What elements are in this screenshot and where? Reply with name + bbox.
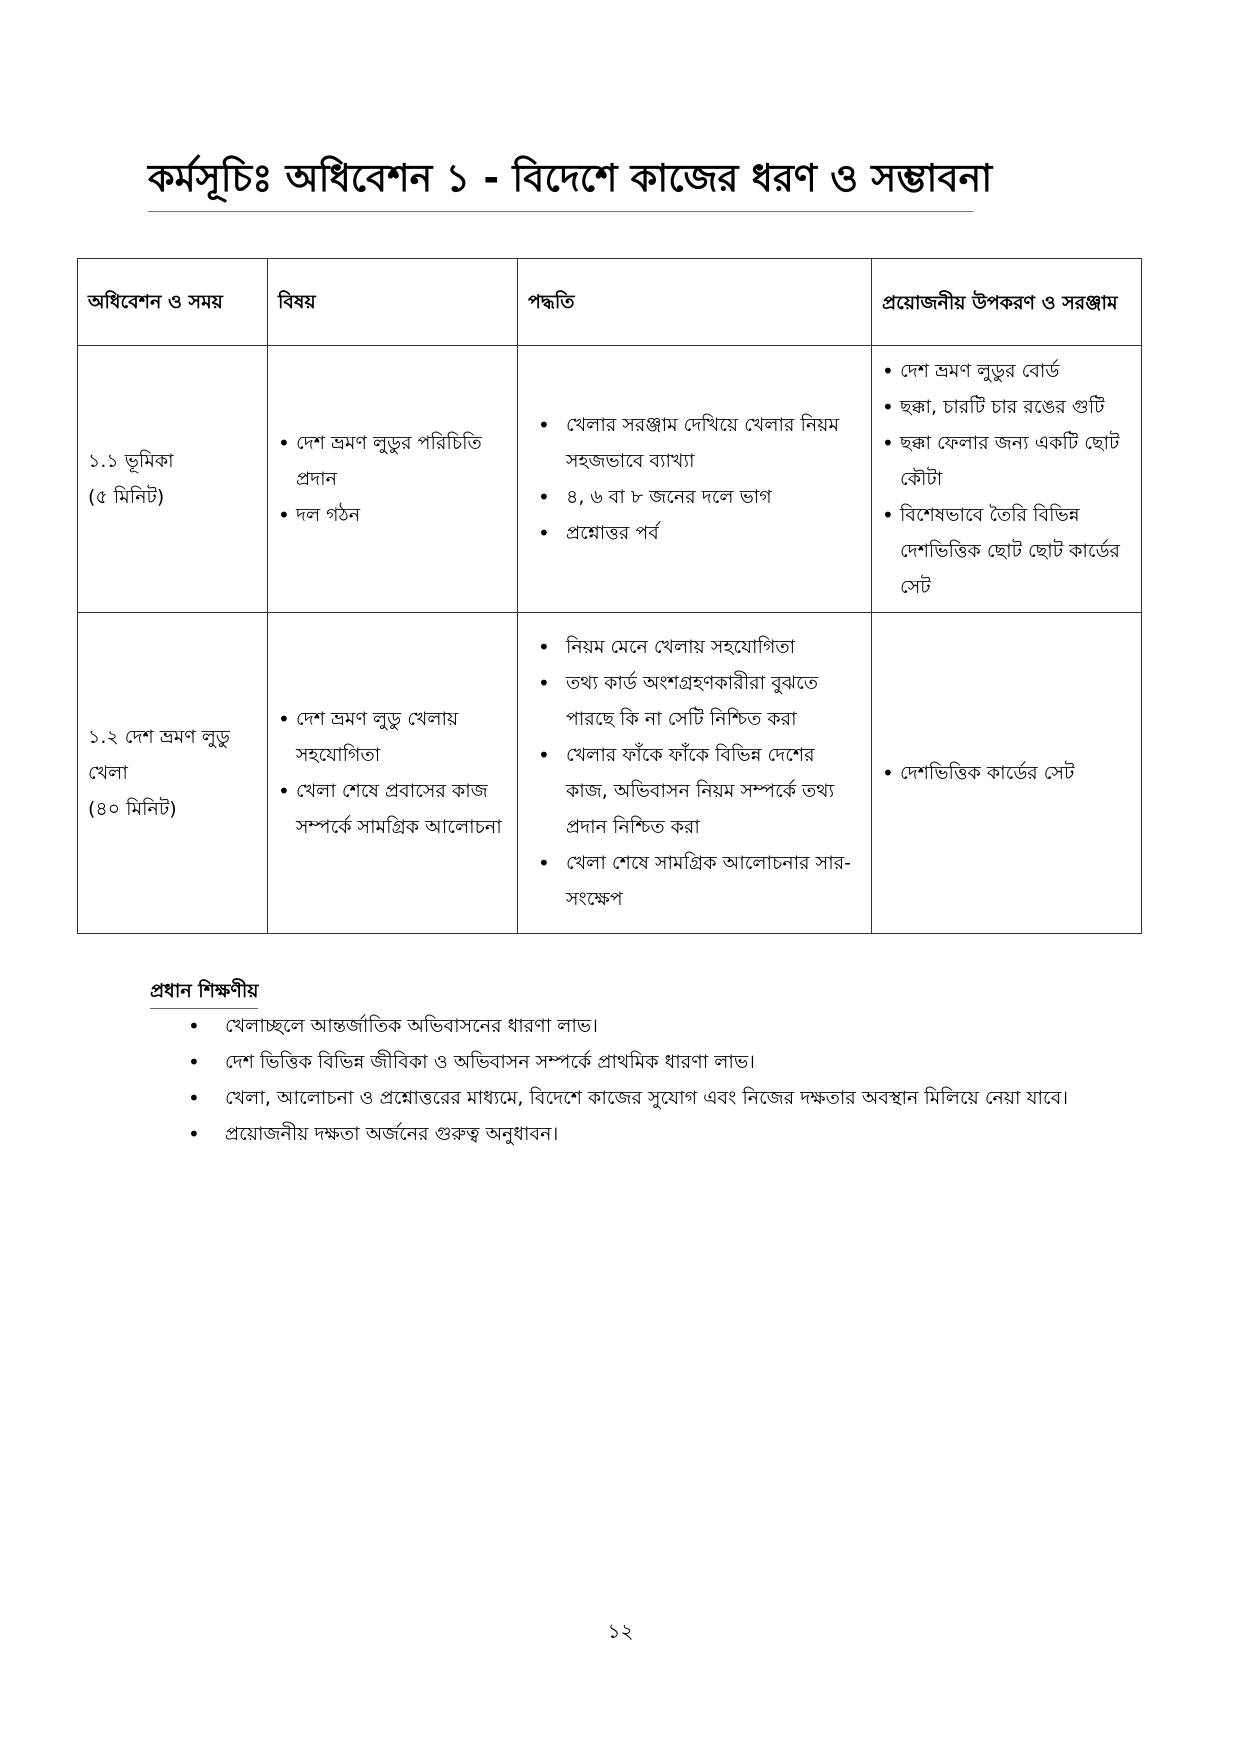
- learning-list: [150, 1008, 1095, 1152]
- list-item: • ৪, ৬ বা ৮ জনের দলে ভাগ: [528, 479, 861, 515]
- header-materials: প্রয়োজনীয় উপকরণ ও সরঞ্জাম: [872, 259, 1142, 346]
- list-item: • খেলা শেষে সামগ্রিক আলোচনার সার-সংক্ষেপ: [528, 845, 861, 917]
- materials-cell: [872, 346, 1142, 613]
- list-item: • খেলা শেষে প্রবাসের কাজ সম্পর্কে সামগ্রিক আলোচনা: [278, 773, 507, 845]
- header-session-time: অধিবেশন ও সময়: [78, 259, 268, 346]
- header-method: পদ্ধতি: [518, 259, 872, 346]
- session-name: ১.১ ভূমিকা: [88, 450, 174, 472]
- agenda-table: [77, 258, 1142, 934]
- title-underline: [148, 211, 973, 212]
- list-item: • দল গঠন: [278, 497, 507, 533]
- list-item: • খেলার সরঞ্জাম দেখিয়ে খেলার নিয়ম সহজভাবে ব্যাখ্যা: [528, 407, 861, 479]
- list-item: • দেশ ভিত্তিক বিভিন্ন জীবিকা ও অভিবাসন সম্পর্কে প্রাথমিক ধারণা লাভ।: [150, 1044, 1095, 1080]
- topic-cell: [268, 613, 518, 934]
- list-item: • দেশ ভ্রমণ লুডুর বোর্ড: [882, 353, 1131, 389]
- method-cell: [518, 346, 872, 613]
- table-header-row: [78, 259, 1142, 346]
- list-item: • খেলাচ্ছলে আন্তর্জাতিক অভিবাসনের ধারণা লাভ।: [150, 1008, 1095, 1044]
- list-item: • খেলার ফাঁকে ফাঁকে বিভিন্ন দেশের কাজ, অভিবাসন নিয়ম সম্পর্কে তথ্য প্রদান নিশ্চিত করা: [528, 737, 861, 845]
- session-cell: [78, 346, 268, 613]
- list-item: • প্রশ্নোত্তর পর্ব: [528, 515, 861, 551]
- list-item: • বিশেষভাবে তৈরি বিভিন্ন দেশভিত্তিক ছোট ছোট কার্ডের সেট: [882, 497, 1131, 605]
- list-item: • খেলা, আলোচনা ও প্রশ্নোত্তরের মাধ্যমে, বিদেশে কাজের সুযোগ এবং নিজের দক্ষতার অবস্থান মিলিয়ে নেয়া যাবে।: [150, 1080, 1095, 1116]
- table-row: [78, 346, 1142, 613]
- list-item: • প্রয়োজনীয় দক্ষতা অর্জনের গুরুত্ব অনুধাবন।: [150, 1116, 1095, 1152]
- table-row: [78, 613, 1142, 934]
- session-cell: [78, 613, 268, 934]
- session-name: ১.২ দেশ ভ্রমণ লুডু খেলা: [88, 726, 230, 784]
- method-cell: [518, 613, 872, 934]
- list-item: • তথ্য কার্ড অংশগ্রহণকারীরা বুঝতে পারছে কি না সেটি নিশ্চিত করা: [528, 665, 861, 737]
- topic-cell: [268, 346, 518, 613]
- learning-section-title: প্রধান শিক্ষণীয়: [150, 976, 258, 1009]
- session-duration: (৪০ মিনিট): [88, 798, 177, 820]
- list-item: • দেশ ভ্রমণ লুডুর পরিচিতি প্রদান: [278, 425, 507, 497]
- list-item: • দেশ ভ্রমণ লুডু খেলায় সহযোগিতা: [278, 701, 507, 773]
- list-item: • দেশভিত্তিক কার্ডের সেট: [882, 755, 1131, 791]
- materials-cell: [872, 613, 1142, 934]
- page-title: কর্মসূচিঃ অধিবেশন ১ - বিদেশে কাজের ধরণ ও সম্ভাবনা: [148, 156, 993, 200]
- page-number: ১২: [607, 1619, 634, 1643]
- list-item: • ছক্কা ফেলার জন্য একটি ছোট কৌটা: [882, 425, 1131, 497]
- header-topic: বিষয়: [268, 259, 518, 346]
- list-item: • ছক্কা, চারটি চার রঙের গুটি: [882, 389, 1131, 425]
- list-item: • নিয়ম মেনে খেলায় সহযোগিতা: [528, 629, 861, 665]
- session-duration: (৫ মিনিট): [88, 486, 165, 508]
